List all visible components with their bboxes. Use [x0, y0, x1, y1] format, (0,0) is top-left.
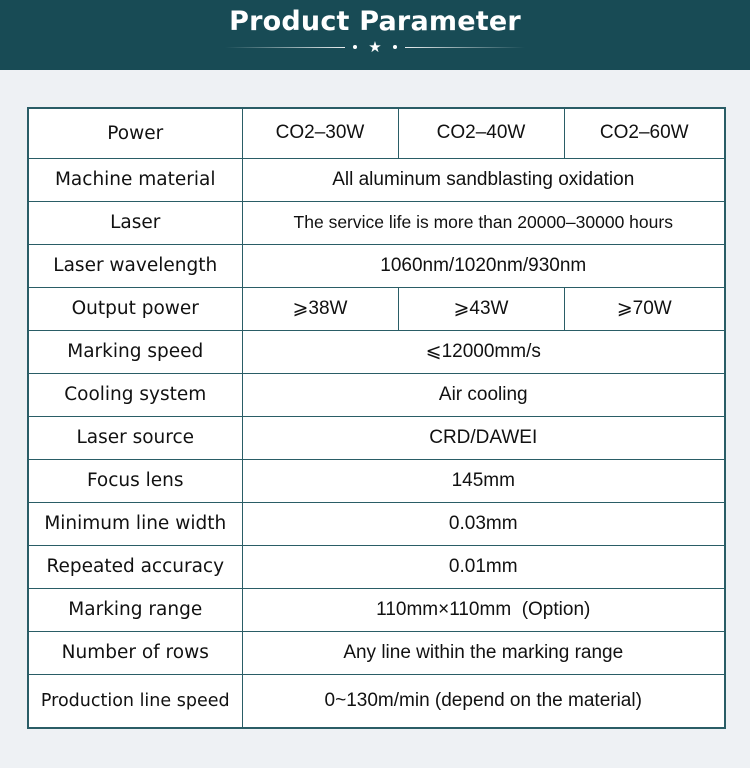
table-row-minimum-line-width [28, 502, 725, 545]
cell-value: CO2–30W [242, 108, 398, 158]
table-row-number-of-rows [28, 631, 725, 674]
ornament-dot-right [393, 45, 397, 49]
table-row-production-line-speed [28, 674, 725, 728]
table-row-repeated-accuracy [28, 545, 725, 588]
row-label: Output power [28, 287, 242, 330]
cell-value: ⩾70W [564, 287, 725, 330]
cell-value: 110mm×110mm (Option) [242, 588, 725, 631]
table-row-output-power [28, 287, 725, 330]
table-row-power [28, 108, 725, 158]
title-ornament [225, 40, 525, 54]
table-row-machine-material [28, 158, 725, 201]
cell-value: 1060nm/1020nm/930nm [242, 244, 725, 287]
table-row-laser-wavelength [28, 244, 725, 287]
header-banner [0, 0, 750, 70]
ornament-dot-left [353, 45, 357, 49]
cell-value: CO2–60W [564, 108, 725, 158]
row-label: Production line speed [28, 674, 242, 728]
row-label: Machine material [28, 158, 242, 201]
cell-value: CO2–40W [398, 108, 564, 158]
cell-value: 0~130m/min (depend on the material) [242, 674, 725, 728]
row-label: Power [28, 108, 242, 158]
row-label: Marking range [28, 588, 242, 631]
product-parameter-table [27, 107, 726, 729]
cell-value: CRD/DAWEI [242, 416, 725, 459]
page-title: Product Parameter [229, 6, 521, 37]
table-row-marking-speed [28, 330, 725, 373]
row-label: Repeated accuracy [28, 545, 242, 588]
ornament-line-left [225, 47, 345, 48]
table-row-laser [28, 201, 725, 244]
cell-value: Any line within the marking range [242, 631, 725, 674]
ornament-line-right [405, 47, 525, 48]
cell-value: ⩾43W [398, 287, 564, 330]
row-label: Focus lens [28, 459, 242, 502]
cell-value: ⩾38W [242, 287, 398, 330]
cell-value: Air cooling [242, 373, 725, 416]
star-icon: ★ [368, 38, 382, 56]
row-label: Marking speed [28, 330, 242, 373]
row-label: Number of rows [28, 631, 242, 674]
cell-value: 0.03mm [242, 502, 725, 545]
row-label: Minimum line width [28, 502, 242, 545]
cell-value: All aluminum sandblasting oxidation [242, 158, 725, 201]
row-label: Laser wavelength [28, 244, 242, 287]
cell-value: 145mm [242, 459, 725, 502]
row-label: Laser source [28, 416, 242, 459]
cell-value: ⩽12000mm/s [242, 330, 725, 373]
table-row-focus-lens [28, 459, 725, 502]
table-row-laser-source [28, 416, 725, 459]
row-label: Cooling system [28, 373, 242, 416]
table-row-cooling-system [28, 373, 725, 416]
table-row-marking-range [28, 588, 725, 631]
cell-value: The service life is more than 20000–30000 hours [242, 201, 725, 244]
row-label: Laser [28, 201, 242, 244]
cell-value: 0.01mm [242, 545, 725, 588]
